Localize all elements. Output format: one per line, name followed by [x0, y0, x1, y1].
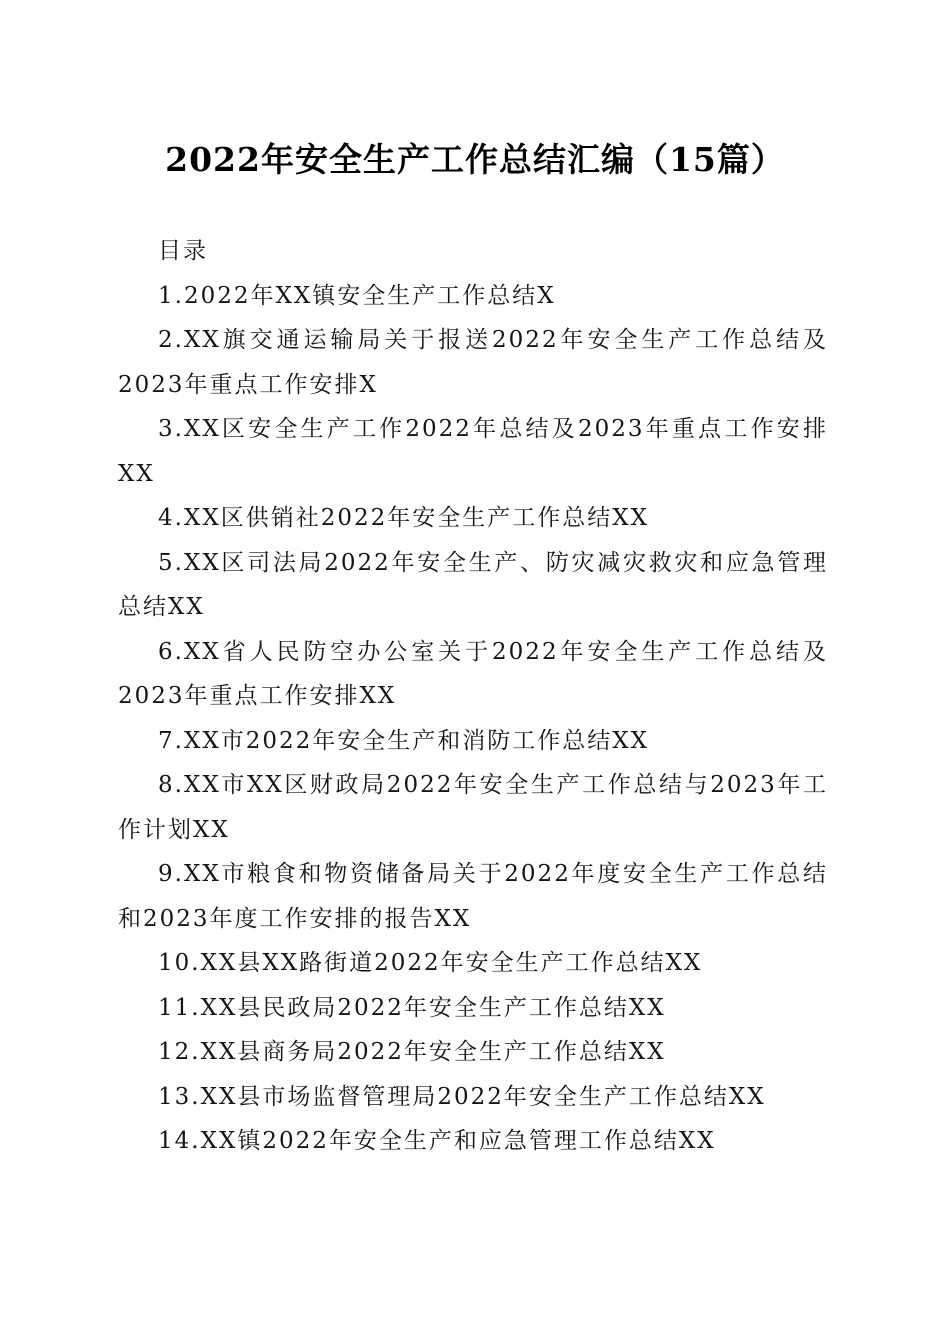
toc-item: 1.2022年XX镇安全生产工作总结X — [158, 282, 556, 309]
toc-item: 13.XX县市场监督管理局2022年安全生产工作总结XX — [158, 1083, 766, 1110]
toc-list — [118, 274, 828, 1164]
toc-item: 5.XX区司法局2022年安全生产、防灾减灾救灾和应急管理总结XX — [118, 549, 828, 620]
toc-item: 8.XX市XX区财政局2022年安全生产工作总结与2023年工作计划XX — [118, 772, 828, 843]
toc-item: 11.XX县民政局2022年安全生产工作总结XX — [158, 994, 666, 1021]
toc-heading: 目录 — [158, 238, 208, 264]
toc-item: 4.XX区供销社2022年安全生产工作总结XX — [158, 505, 649, 531]
table-of-contents — [118, 229, 828, 1164]
document-title: 2022年安全生产工作总结汇编（15篇） — [165, 140, 785, 179]
toc-item: 6.XX省人民防空办公室关于2022年安全生产工作总结及2023年重点工作安排XX — [118, 638, 828, 709]
toc-item: 7.XX市2022年安全生产和消防工作总结XX — [158, 727, 649, 754]
toc-item: 14.XX镇2022年安全生产和应急管理工作总结XX — [158, 1128, 716, 1154]
toc-item: 10.XX县XX路街道2022年安全生产工作总结XX — [158, 950, 703, 976]
toc-item: 2.XX旗交通运输局关于报送2022年安全生产工作总结及2023年重点工作安排X — [118, 327, 828, 398]
toc-item: 12.XX县商务局2022年安全生产工作总结XX — [158, 1039, 666, 1065]
toc-item: 9.XX市粮食和物资储备局关于2022年度安全生产工作总结和2023年度工作安排的报告XX — [118, 861, 828, 932]
toc-item: 3.XX区安全生产工作2022年总结及2023年重点工作安排XX — [118, 416, 828, 487]
